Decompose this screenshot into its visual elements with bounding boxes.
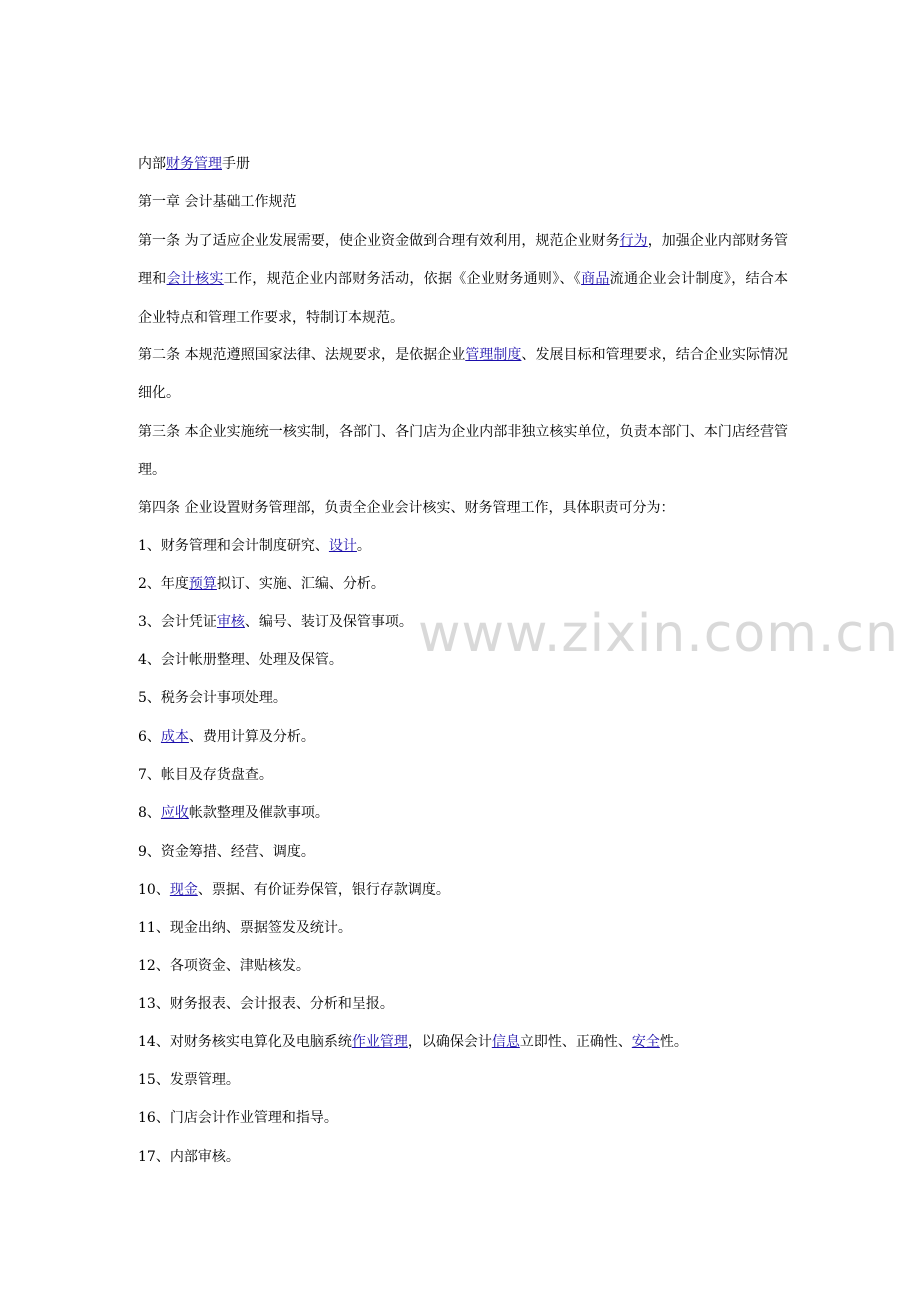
item-text: ，以确保会计: [407, 1034, 492, 1050]
article-text: ，加强企业内部财务管理和: [138, 233, 789, 288]
link-information[interactable]: 信息: [491, 1034, 520, 1050]
link-behavior[interactable]: 行为: [619, 233, 648, 249]
list-item-13: 13、财务报表、会计报表、分析和呈报。: [138, 996, 394, 1012]
list-item-17: 17、内部审核。: [138, 1149, 240, 1165]
item-text: 10、: [138, 882, 170, 898]
list-item-8: [138, 803, 329, 823]
article-1: [138, 222, 788, 337]
list-item-15: 15、发票管理。: [138, 1072, 240, 1088]
list-item-1: [138, 536, 371, 556]
link-management-system[interactable]: 管理制度: [465, 347, 522, 363]
list-item-11: 11、现金出纳、票据签发及统计。: [138, 920, 352, 936]
item-text: 8、: [138, 805, 161, 821]
list-item-9: 9、资金筹措、经营、调度。: [138, 844, 315, 860]
link-cash[interactable]: 现金: [169, 882, 198, 898]
title-text: 手册: [222, 156, 250, 172]
item-text: 性。: [659, 1034, 688, 1050]
list-item-7: 7、帐目及存货盘查。: [138, 767, 273, 783]
link-design[interactable]: 设计: [328, 538, 357, 554]
article-3: 第三条 本企业实施统一核实制，各部门、各门店为企业内部非独立核实单位，负责本部门、本门店经营管理。: [138, 424, 788, 479]
item-text: 2、年度: [138, 576, 189, 592]
article-text: 、发展目标和管理要求，结合企业实际情况细化。: [138, 347, 789, 402]
list-item-4: 4、会计帐册整理、处理及保管。: [138, 652, 343, 668]
item-text: 、费用计算及分析。: [188, 729, 315, 745]
list-item-10: [138, 880, 450, 900]
title-text: 内部: [138, 156, 166, 172]
list-item-16: 16、门店会计作业管理和指导。: [138, 1110, 338, 1126]
item-text: 拟订、实施、汇编、分析。: [216, 576, 385, 592]
item-text: 、编号、装订及保管事项。: [244, 614, 413, 630]
link-cost[interactable]: 成本: [160, 729, 189, 745]
chapter-heading: 第一章 会计基础工作规范: [138, 194, 297, 210]
article-2: [138, 336, 788, 413]
link-audit[interactable]: 审核: [216, 614, 245, 630]
item-text: 1、财务管理和会计制度研究、: [138, 538, 329, 554]
link-security[interactable]: 安全: [631, 1034, 660, 1050]
item-text: 14、对财务核实电算化及电脑系统: [138, 1034, 352, 1050]
link-operation-management[interactable]: 作业管理: [351, 1034, 408, 1050]
link-financial-management[interactable]: 财务管理: [166, 156, 222, 172]
item-text: 3、会计凭证: [138, 614, 217, 630]
list-item-2: [138, 574, 385, 594]
list-item-12: 12、各项资金、津贴核发。: [138, 958, 310, 974]
article-text: 工作，规范企业内部财务活动，依据《企业财务通则》、《: [223, 271, 582, 288]
link-accounting[interactable]: 会计核实: [166, 271, 224, 288]
article-text: 流通企业会计制度》，结合本企业特点和管理工作要求，特制订本规范。: [138, 271, 789, 326]
watermark-text: www.zixin.com.cn: [418, 604, 899, 664]
list-item-3: [138, 612, 413, 632]
doc-title: [138, 154, 250, 174]
list-item-14: [138, 1032, 688, 1052]
link-receivable[interactable]: 应收: [160, 805, 189, 821]
link-budget[interactable]: 预算: [188, 576, 217, 592]
list-item-5: 5、税务会计事项处理。: [138, 690, 287, 706]
link-commodity[interactable]: 商品: [581, 271, 610, 288]
list-item-6: [138, 727, 315, 747]
article-4: 第四条 企业设置财务管理部，负责全企业会计核实、财务管理工作，具体职责可分为：: [138, 500, 675, 516]
item-text: 。: [356, 538, 371, 554]
item-text: 立即性、正确性、: [519, 1034, 632, 1050]
item-text: 帐款整理及催款事项。: [188, 805, 329, 821]
item-text: 6、: [138, 729, 161, 745]
item-text: 、票据、有价证券保管，银行存款调度。: [197, 882, 450, 898]
article-text: 第二条 本规范遵照国家法律、法规要求，是依据企业: [138, 347, 466, 363]
article-text: 第一条 为了适应企业发展需要，使企业资金做到合理有效利用，规范企业财务: [138, 233, 620, 249]
